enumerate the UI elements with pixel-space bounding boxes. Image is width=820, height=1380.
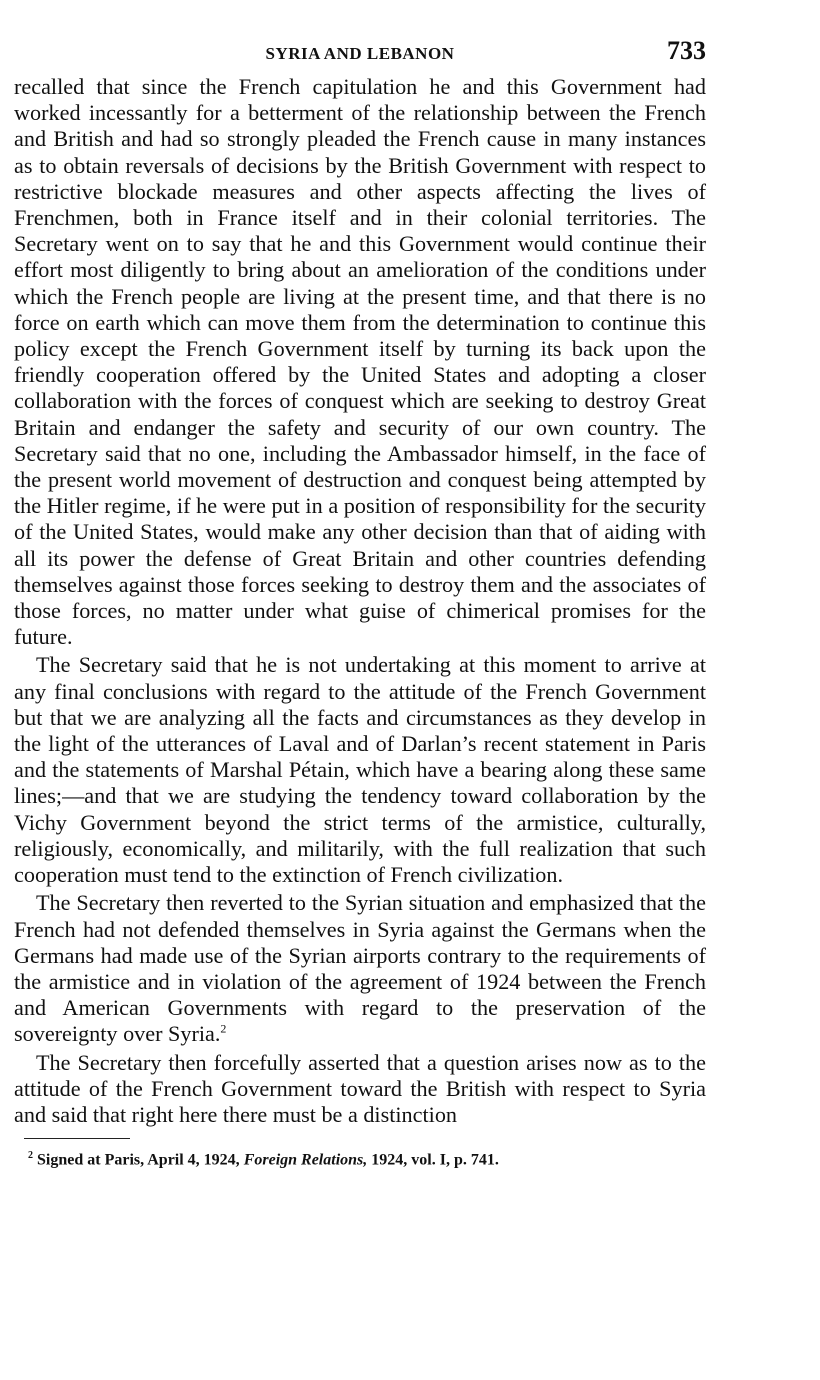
footnote-text-before: Signed at Paris, April 4, 1924, <box>37 1151 240 1169</box>
paragraph-3-text: The Secretary then reverted to the Syrian situation and emphasized that the French had not defended themselves in Syria against the Germans when the Germans had made use of the Syrian airports contrary to the requirements of the armistice and in violation of the agreement of 1924 between the French and American Governments with regard to the preservation of the sovereignty over Syria. <box>14 890 706 1047</box>
page-number: 733 <box>667 36 706 65</box>
paragraph-1: recalled that since the French capitulation he and this Government had worked incessantly for a betterment of the relationship between the French and British and had so strongly pleaded the French cause in many instances as to obtain reversals of decisions by the British Government with respect to restrictive blockade measures and other aspects affecting the lives of Frenchmen, both in France itself and in their colonial territories. The Secretary went on to say that he and this Government would continue their effort most diligently to bring about an amelioration of the conditions under which the French people are living at the present time, and that there is no force on earth which can move them from the determination to continue this policy except the French Government itself by turning its back upon the friendly cooperation offered by the United States and adopting a closer collaboration with the forces of conquest which are seeking to destroy Great Britain and endanger the safety and security of our own country. The Secretary said that no one, including the Ambassador himself, in the face of the present world movement of destruction and conquest being attempted by the Hitler regime, if he were put in a position of responsibility for the security of the United States, would make any other decision than that of aiding with all its power the defense of Great Britain and other countries defending themselves against those forces seeking to destroy them and the associates of those forces, no matter under what guise of chimerical promises for the future. <box>14 74 706 650</box>
paragraph-4: The Secretary then forcefully asserted that a question arises now as to the attitude of the French Government toward the British with respect to Syria and said that right here there must be a distinction <box>14 1049 706 1127</box>
page-header <box>14 36 706 74</box>
footnote-divider <box>24 1138 130 1139</box>
footnote-text-after: 1924, vol. I, p. 741. <box>371 1151 499 1169</box>
footnote-reference[interactable]: 2 <box>220 1021 227 1036</box>
running-head: SYRIA AND LEBANON <box>265 44 455 63</box>
document-page <box>14 36 706 1171</box>
footnote-mark: 2 <box>28 1150 33 1162</box>
paragraph-3 <box>14 890 706 1047</box>
footnote <box>14 1145 706 1171</box>
paragraph-2: The Secretary said that he is not undertaking at this moment to arrive at any final conclusions with regard to the attitude of the French Government but that we are analyzing all the facts and circumstances as they develop in the light of the utterances of Laval and of Darlan’s recent statement in Paris and the statements of Marshal Pétain, which have a bearing along these same lines;—and that we are studying the tendency toward collaboration by the Vichy Government beyond the strict terms of the armistice, culturally, religiously, economically, and militarily, with the full realization that such cooperation must tend to the extinction of French civilization. <box>14 652 706 888</box>
footnote-italic-title: Foreign Relations, <box>243 1151 368 1169</box>
body-text <box>14 74 706 1128</box>
